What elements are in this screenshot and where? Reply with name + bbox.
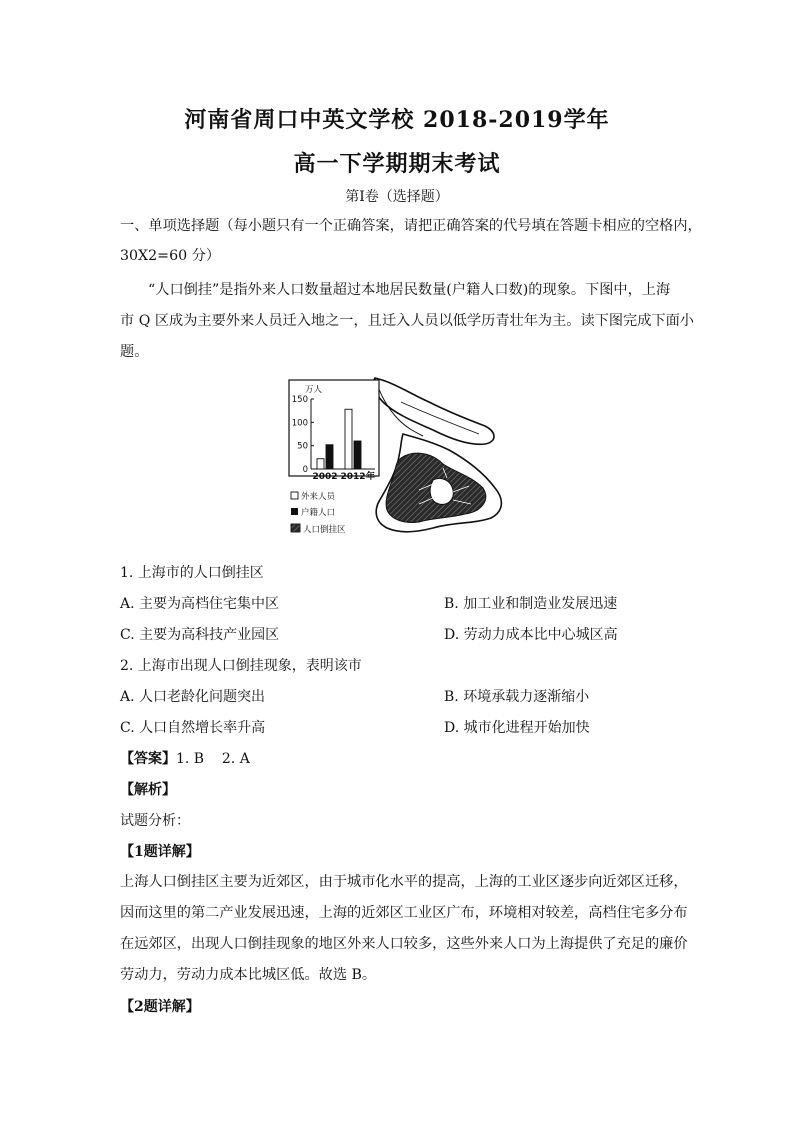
legend-swatch-migrants [291,492,298,499]
legend-label-registered: 户籍人口 [301,508,336,518]
bar-2012-migrants [345,409,352,469]
y-tick-label: 0 [302,465,308,475]
population-figure [283,372,513,546]
x-tick-label: 2012 [340,472,366,482]
question-1-option-a: A. 主要为高档住宅集中区 [120,596,280,612]
q1-detail-line-4: 劳动力，劳动力成本比城区低。故选 B。 [120,967,377,983]
passage-line-1: “人口倒挂”是指外来人口数量超过本地居民数量(户籍人口数)的现象。下图中，上海 [148,282,671,298]
question-2-stem: 2. 上海市出现人口倒挂现象，表明该市 [120,658,362,674]
q1-detail-label: 【1题详解】 [120,844,200,860]
y-unit-label: 万人 [305,385,323,395]
page-title: 河南省周口中英文学校 2018-2019学年 [184,107,610,133]
question-1-option-c: C. 主要为高科技产业园区 [120,627,280,643]
x-unit-label: 年 [366,472,376,482]
q2-detail-label: 【2题详解】 [120,999,200,1015]
bar-2002-migrants [317,459,324,469]
question-2-option-d: D. 城市化进程开始加快 [444,720,590,736]
question-1-option-d: D. 劳动力成本比中心城区高 [444,627,618,643]
answer-text: 1. B 2. A [176,751,250,767]
question-2-option-c: C. 人口自然增长率升高 [120,720,266,736]
legend-swatch-registered [291,508,298,515]
question-2-option-a: A. 人口老龄化问题突出 [120,689,266,705]
passage-line-3: 题。 [120,344,149,360]
q1-detail-line-2: 因而这里的第二产业发展迅速，上海的近郊区工业区广布，环境相对较差，高档住宅多分布 [120,905,688,921]
question-2-option-b: B. 环境承载力逐渐缩小 [444,689,590,705]
passage-line-2: 市 Q 区成为主要外来人员迁入地之一，且迁入人员以低学历青壮年为主。读下图完成下面小 [120,313,694,329]
analysis-intro: 试题分析： [120,813,190,829]
page-subtitle: 高一下学期期末考试 [293,151,501,177]
answer-line [120,748,250,768]
question-1-stem: 1. 上海市的人口倒挂区 [120,565,264,581]
q1-detail-line-3: 在远郊区，出现人口倒挂现象的地区外来人口较多，这些外来人口为上海提供了充足的廉价 [120,936,688,952]
section-heading: 第Ⅰ卷（选择题） [345,189,449,205]
q1-detail-line-1: 上海人口倒挂区主要为近郊区，由于城市化水平的提高，上海的工业区逐步向近郊区迁移， [120,874,688,890]
y-tick-label: 150 [291,395,308,405]
analysis-label: 【解析】 [120,782,176,798]
y-tick-label: 50 [297,441,308,452]
legend-label-migrants: 外来人员 [301,492,336,502]
legend-label-inverted: 人口倒挂区 [303,525,346,535]
bar-2002-registered [326,445,333,469]
question-1-option-b: B. 加工业和制造业发展迅速 [444,596,618,612]
x-tick-label: 2002 [312,472,338,482]
bar-2012-registered [354,441,361,469]
legend-swatch-inverted [291,524,300,532]
y-tick-label: 100 [291,418,308,429]
answer-label: 【答案】 [120,751,176,767]
instructions-line-1: 一、单项选择题（每小题只有一个正确答案，请把正确答案的代号填在答题卡相应的空格内， [120,218,702,234]
instructions-line-2: 30X2=60 分） [120,248,221,264]
